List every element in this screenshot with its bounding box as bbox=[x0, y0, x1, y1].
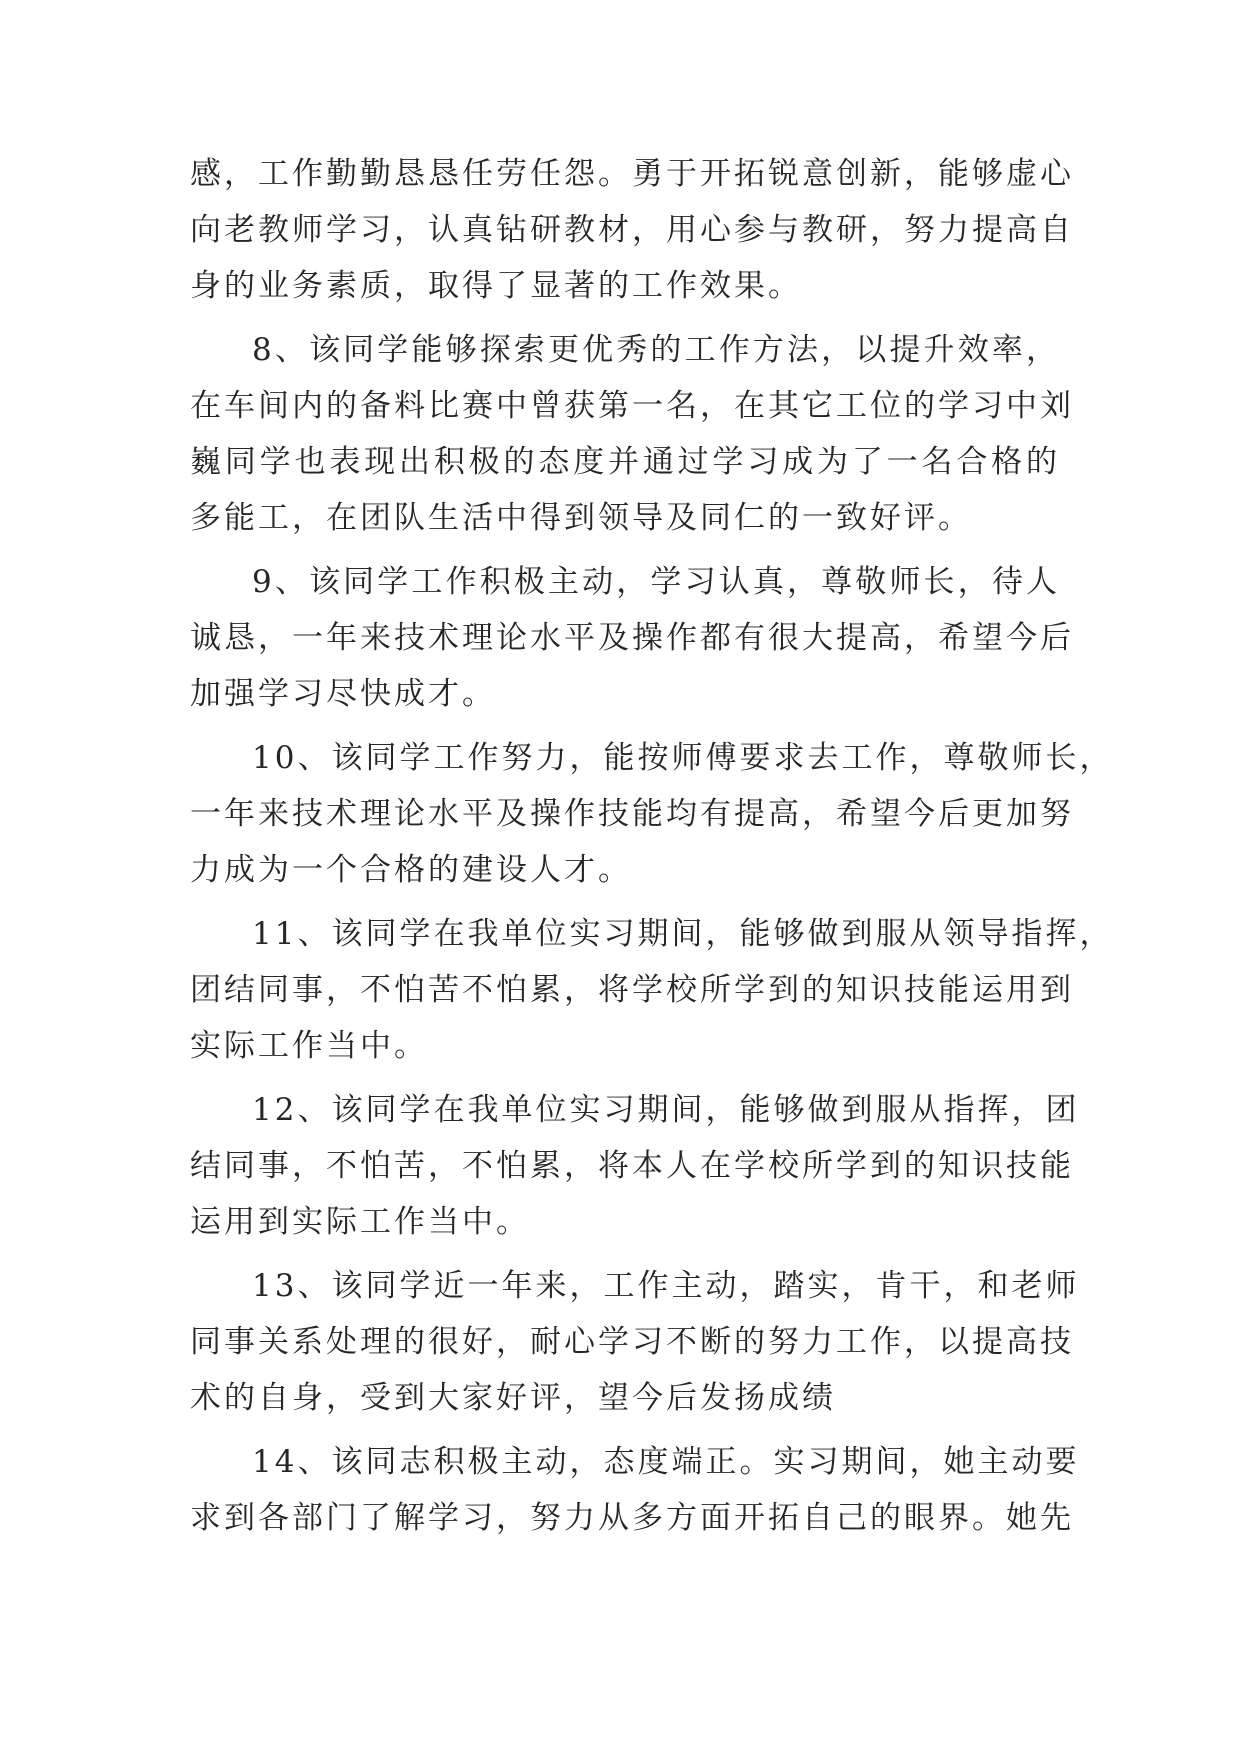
document-body bbox=[190, 146, 1114, 1546]
text-line: 多能工，在团队生活中得到领导及同仁的一致好评。 bbox=[190, 500, 972, 536]
text-line: 在车间内的备料比赛中曾获第一名，在其它工位的学习中刘 bbox=[190, 388, 1074, 424]
text-line: 13、该同学近一年来，工作主动，踏实，肯干，和老师 bbox=[252, 1268, 1080, 1304]
text-line: 12、该同学在我单位实习期间，能够做到服从指挥，团 bbox=[252, 1092, 1080, 1128]
text-line: 同事关系处理的很好，耐心学习不断的努力工作，以提高技 bbox=[190, 1324, 1074, 1360]
text-line: 9、该同学工作积极主动，学习认真，尊敬师长，待人 bbox=[252, 564, 1060, 600]
text-line: 实际工作当中。 bbox=[190, 1028, 428, 1064]
text-line: 14、该同志积极主动，态度端正。实习期间，她主动要 bbox=[252, 1444, 1080, 1480]
paragraph-item-11 bbox=[190, 906, 1114, 1074]
paragraph-item-9 bbox=[190, 554, 1074, 722]
paragraph-item-8 bbox=[190, 322, 1074, 546]
text-line: 力成为一个合格的建设人才。 bbox=[190, 852, 632, 888]
text-line: 结同事，不怕苦，不怕累，将本人在学校所学到的知识技能 bbox=[190, 1148, 1074, 1184]
paragraph-item-12 bbox=[190, 1082, 1080, 1250]
paragraph-item-13 bbox=[190, 1258, 1080, 1426]
text-line: 运用到实际工作当中。 bbox=[190, 1204, 530, 1240]
text-line: 10、该同学工作努力，能按师傅要求去工作，尊敬师长， bbox=[252, 740, 1114, 776]
paragraph-item-10 bbox=[190, 730, 1114, 898]
text-line: 求到各部门了解学习，努力从多方面开拓自己的眼界。她先 bbox=[190, 1500, 1074, 1536]
text-line: 向老教师学习，认真钻研教材，用心参与教研，努力提高自 bbox=[190, 212, 1074, 248]
text-line: 巍同学也表现出积极的态度并通过学习成为了一名合格的 bbox=[190, 444, 1060, 480]
text-line: 8、该同学能够探索更优秀的工作方法，以提升效率， bbox=[252, 332, 1060, 368]
paragraph-item-14 bbox=[190, 1434, 1080, 1546]
text-line: 11、该同学在我单位实习期间，能够做到服从领导指挥， bbox=[252, 916, 1114, 952]
paragraph-continuation bbox=[190, 146, 1074, 314]
text-line: 加强学习尽快成才。 bbox=[190, 676, 496, 712]
text-line: 诚恳，一年来技术理论水平及操作都有很大提高，希望今后 bbox=[190, 620, 1074, 656]
text-line: 感，工作勤勤恳恳任劳任怨。勇于开拓锐意创新，能够虚心 bbox=[190, 156, 1074, 192]
text-line: 一年来技术理论水平及操作技能均有提高，希望今后更加努 bbox=[190, 796, 1074, 832]
text-line: 团结同事，不怕苦不怕累，将学校所学到的知识技能运用到 bbox=[190, 972, 1074, 1008]
text-line: 术的自身，受到大家好评，望今后发扬成绩 bbox=[190, 1380, 836, 1416]
text-line: 身的业务素质，取得了显著的工作效果。 bbox=[190, 268, 802, 304]
